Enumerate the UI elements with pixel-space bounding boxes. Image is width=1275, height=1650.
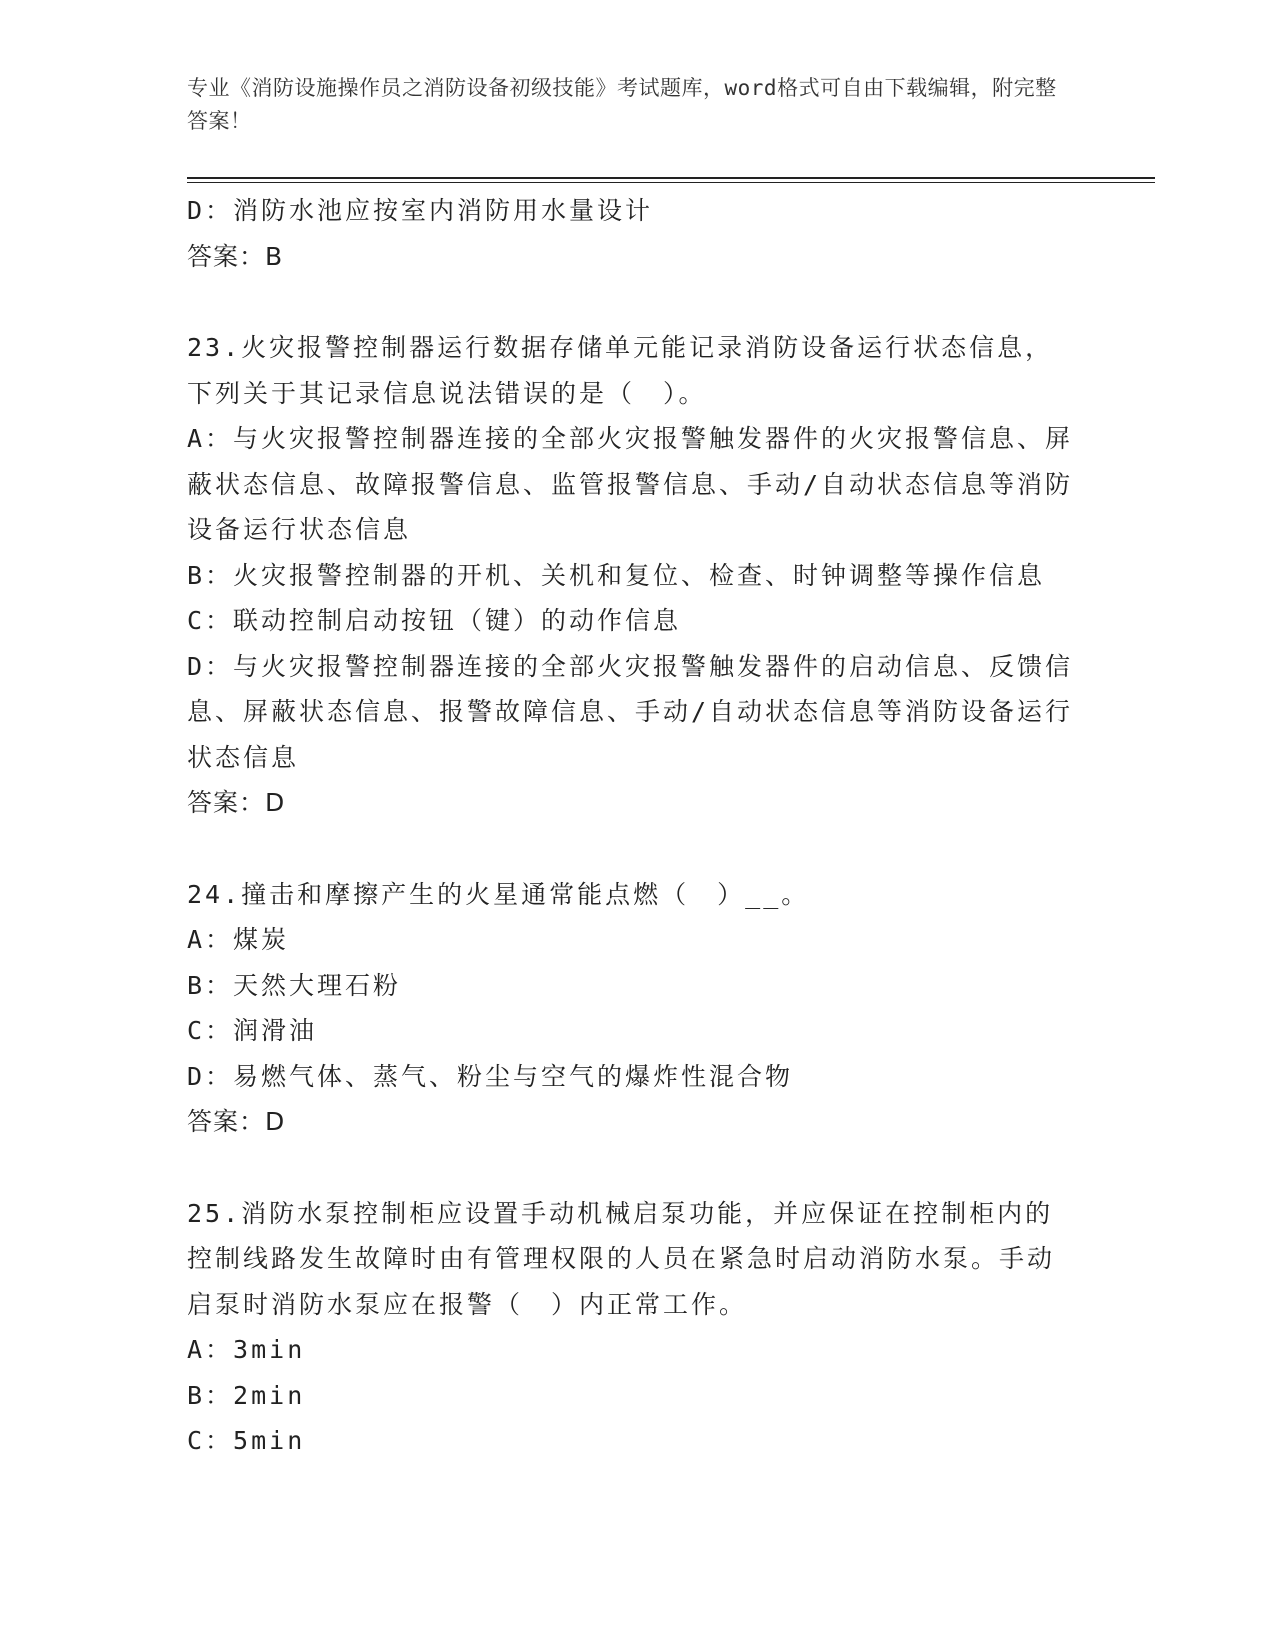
- option-c: C：润滑油: [187, 1016, 318, 1045]
- question-24: [187, 872, 1077, 1145]
- answer-label: 答案：B: [187, 241, 284, 271]
- header-divider-thick: [187, 177, 1155, 179]
- option-d: D：与火灾报警控制器连接的全部火灾报警触发器件的启动信息、反馈信息、屏蔽状态信息、报警故障信息、手动/自动状态信息等消防设备运行状态信息: [187, 651, 1074, 772]
- option-b: B：火灾报警控制器的开机、关机和复位、检查、时钟调整等操作信息: [187, 560, 1046, 590]
- question-stem: 23.火灾报警控制器运行数据存储单元能记录消防设备运行状态信息，下列关于其记录信息说法错误的是（ ）。: [187, 333, 1054, 408]
- header-divider-thin: [187, 182, 1155, 183]
- previous-question-tail: [187, 188, 1077, 279]
- question-stem: 25.消防水泵控制柜应设置手动机械启泵功能，并应保证在控制柜内的控制线路发生故障时由有管理权限的人员在紧急时启动消防水泵。手动启泵时消防水泵应在报警（ ）内正常工作。: [187, 1198, 1056, 1319]
- option-d: D：消防水池应按室内消防用水量设计: [187, 196, 654, 225]
- option-a: A：与火灾报警控制器连接的全部火灾报警触发器件的火灾报警信息、屏蔽状态信息、故障报警信息、监管报警信息、手动/自动状态信息等消防设备运行状态信息: [187, 424, 1074, 544]
- answer-label: 答案：D: [187, 788, 286, 817]
- option-c: C：5min: [187, 1426, 306, 1455]
- option-c: C：联动控制启动按钮（键）的动作信息: [187, 606, 682, 635]
- option-b: B：天然大理石粉: [187, 970, 402, 1000]
- option-b: B：2min: [187, 1380, 306, 1410]
- option-a: A：3min: [187, 1335, 306, 1364]
- answer-label: 答案：D: [187, 1107, 286, 1136]
- option-a: A：煤炭: [187, 925, 290, 954]
- question-content: [187, 188, 1077, 1464]
- document-header: 专业《消防设施操作员之消防设备初级技能》考试题库，word格式可自由下载编辑，附完整答案！: [187, 76, 1057, 133]
- question-stem: 24.撞击和摩擦产生的火星通常能点燃（ ）__。: [187, 879, 810, 909]
- option-d: D：易燃气体、蒸气、粉尘与空气的爆炸性混合物: [187, 1061, 794, 1091]
- question-25: [187, 1191, 1077, 1464]
- question-23: [187, 325, 1077, 826]
